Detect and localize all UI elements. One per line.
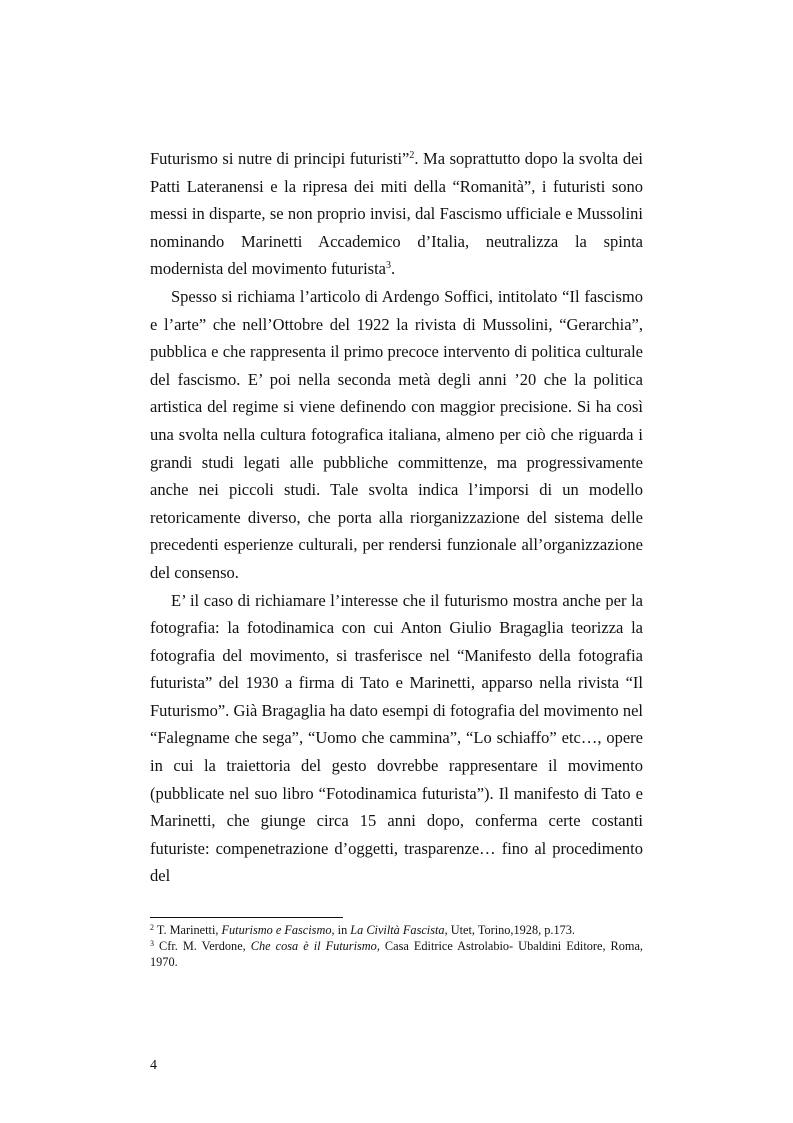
footnotes: [150, 922, 643, 970]
page-number: 4: [150, 1058, 157, 1073]
paragraph-1: [150, 145, 643, 283]
footnote-separator: [150, 917, 343, 918]
footnote-3: [150, 938, 643, 970]
footnote-2-title: Futurismo e Fascismo,: [221, 923, 335, 937]
footnote-2-text-c: in: [334, 923, 351, 937]
footnote-2-text-e: Utet, Torino,1928, p.173.: [447, 923, 575, 937]
footnote-2-text-a: T. Marinetti,: [154, 923, 222, 937]
body-text: [150, 145, 643, 890]
footnote-2-source: La Civiltà Fascista,: [350, 923, 448, 937]
paragraph-1-text-c: .: [391, 259, 396, 279]
footnote-3-text-a: Cfr. M. Verdone,: [154, 939, 251, 953]
footnote-ref-2: 2: [409, 150, 415, 161]
footnote-3-text-c: , Casa Editrice Astrolabio- Ubaldini Editore, Roma, 1970.: [150, 939, 644, 969]
paragraph-1-text-b: . Ma soprattutto dopo la svolta dei Patti Lateranensi e la ripresa dei miti della “Romanità”, i futuristi sono messi in disparte, se non proprio invisi, dal Fascismo ufficiale e Mussolini nominando Marinetti Accademico d’Italia, neutralizza la spinta modernista del movimento futurista: [150, 149, 643, 279]
paragraph-1-text-a: Futurismo si nutre di principi futuristi”: [150, 149, 410, 168]
footnote-2-number: 2: [150, 923, 154, 932]
footnote-3-number: 3: [150, 939, 154, 948]
footnote-2: [150, 922, 643, 938]
footnote-3-title: Che cosa è il Futurismo: [250, 939, 377, 953]
paragraph-2: Spesso si richiama l’articolo di Ardengo Soffici, intitolato “Il fascismo e l’arte” che nell’Ottobre del 1922 la rivista di Mussolini, “Gerarchia”, pubblica e che rappresenta il primo precoce intervento di politica culturale del fascismo. E’ poi nella seconda metà degli anni ’20 che la politica artistica del regime si viene definendo con maggior precisione. Si ha così una svolta nella cultura fotografica italiana, almeno per ciò che riguarda i grandi studi legati alle pubbliche committenze, ma progressivamente anche nei piccoli studi. Tale svolta indica l’imporsi di un modello retoricamente diverso, che porta alla riorganizzazione del sistema delle precedenti esperienze culturali, per rendersi funzionale all’organizzazione del consenso.: [150, 286, 643, 582]
paragraph-3: E’ il caso di richiamare l’interesse che il futurismo mostra anche per la fotografia: la fotodinamica con cui Anton Giulio Bragaglia teorizza la fotografia del movimento, si trasferisce nel “Manifesto della fotografia futurista” del 1930 a firma di Tato e Marinetti, apparso nella rivista “Il Futurismo”. Già Bragaglia ha dato esempi di fotografia del movimento nel “Falegname che sega”, “Uomo che cammina”, “Lo schiaffo” etc…, opere in cui la traiettoria del gesto dovrebbe rappresentare il movimento (pubblicate nel suo libro “Fotodinamica futurista”). Il manifesto di Tato e Marinetti, che giunge circa 15 anni dopo, conferma certe costanti futuriste: compenetrazione d’oggetti, trasparenze… fino al procedimento del: [150, 590, 643, 886]
footnote-ref-3: 3: [386, 260, 391, 272]
